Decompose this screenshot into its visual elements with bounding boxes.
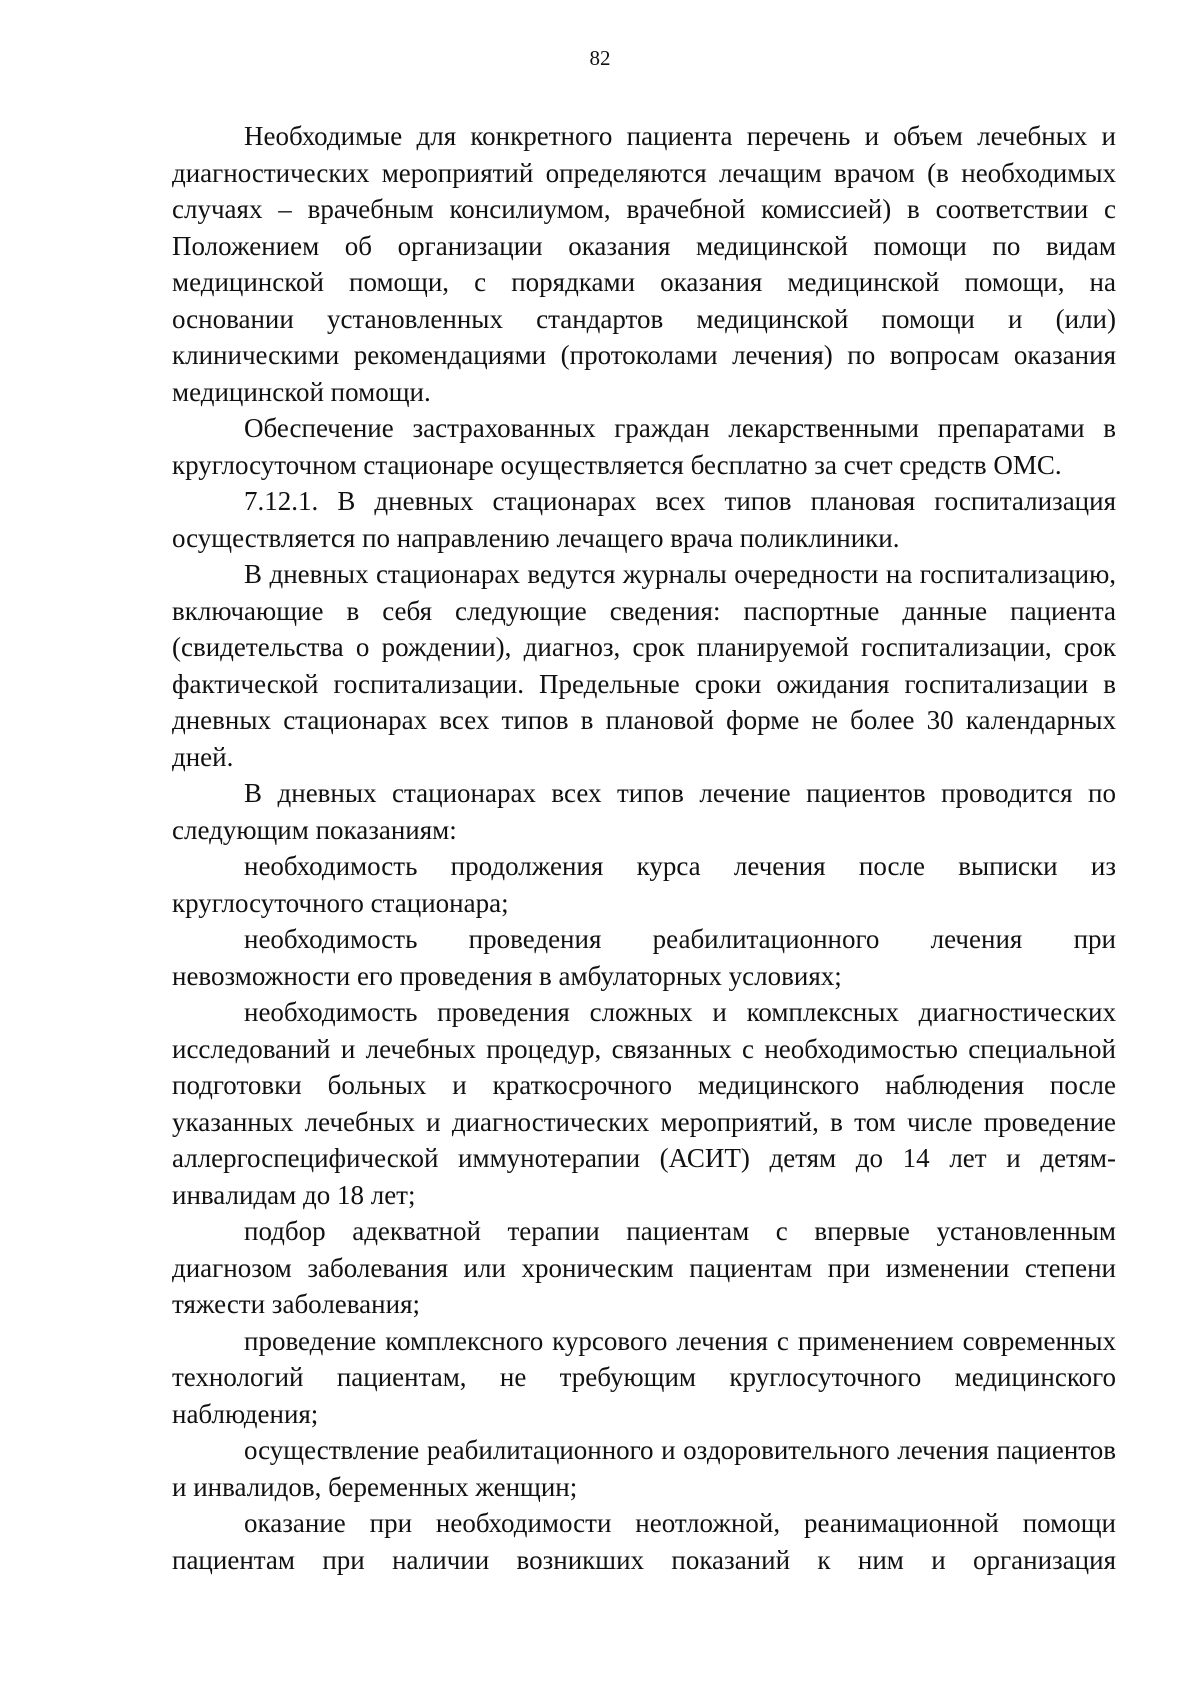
list-item-rehabilitation: необходимость проведения реабилитационного лечения при невозможности его проведения в амбулаторных условиях; xyxy=(172,924,1116,991)
paragraph-section-7-12-1: 7.12.1. В дневных стационарах всех типов плановая госпитализация осуществляется по направлению лечащего врача поликлиники. xyxy=(172,486,1116,553)
list-item-rehab-wellness: осуществление реабилитационного и оздоровительного лечения пациентов и инвалидов, беременных женщин; xyxy=(172,1435,1116,1502)
document-body xyxy=(172,118,1116,1578)
paragraph-treatment-scope: Необходимые для конкретного пациента перечень и объем лечебных и диагностических мероприятий определяются лечащим врачом (в необходимых случаях – врачебным консилиумом, врачебной комиссией) в соответствии с Положением об организации оказания медицинской помощи по видам медицинской помощи, с порядками оказания медицинской помощи, на основании установленных стандартов медицинской помощи и (или) клиническими рекомендациями (протоколами лечения) по вопросам оказания медицинской помощи. xyxy=(172,121,1116,407)
paragraph-indications-intro: В дневных стационарах всех типов лечение пациентов проводится по следующим показаниям: xyxy=(172,778,1116,845)
list-item-therapy-selection: подбор адекватной терапии пациентам с впервые установленным диагнозом заболевания или хроническим пациентам при изменении степени тяжести заболевания; xyxy=(172,1216,1116,1319)
list-item-complex-diagnostics: необходимость проведения сложных и комплексных диагностических исследований и лечебных процедур, связанных с необходимостью специальной подготовки больных и краткосрочного медицинского наблюдения после указанных лечебных и диагностических мероприятий, в том числе проведение аллергоспецифической иммунотерапии (АСИТ) детям до 14 лет и детям-инвалидам до 18 лет; xyxy=(172,997,1116,1210)
list-item-emergency-help: оказание при необходимости неотложной, реанимационной помощи пациентам при наличии возникших показаний к ним и организация xyxy=(172,1508,1116,1575)
list-item-continuation: необходимость продолжения курса лечения после выписки из круглосуточного стационара; xyxy=(172,851,1116,918)
list-item-course-treatment: проведение комплексного курсового лечения с применением современных технологий пациентам, не требующим круглосуточного медицинского наблюдения; xyxy=(172,1325,1116,1429)
paragraph-medication-provision: Обеспечение застрахованных граждан лекарственными препаратами в круглосуточном стационаре осуществляется бесплатно за счет средств ОМС. xyxy=(172,413,1116,480)
page-number: 82 xyxy=(589,46,611,70)
paragraph-waiting-journals: В дневных стационарах ведутся журналы очередности на госпитализацию, включающие в себя следующие сведения: паспортные данные пациента (свидетельства о рождении), диагноз, срок планируемой госпитализации, срок фактической госпитализации. Предельные сроки ожидания госпитализации в дневных стационарах всех типов в плановой форме не более 30 календарных дней. xyxy=(172,559,1116,772)
